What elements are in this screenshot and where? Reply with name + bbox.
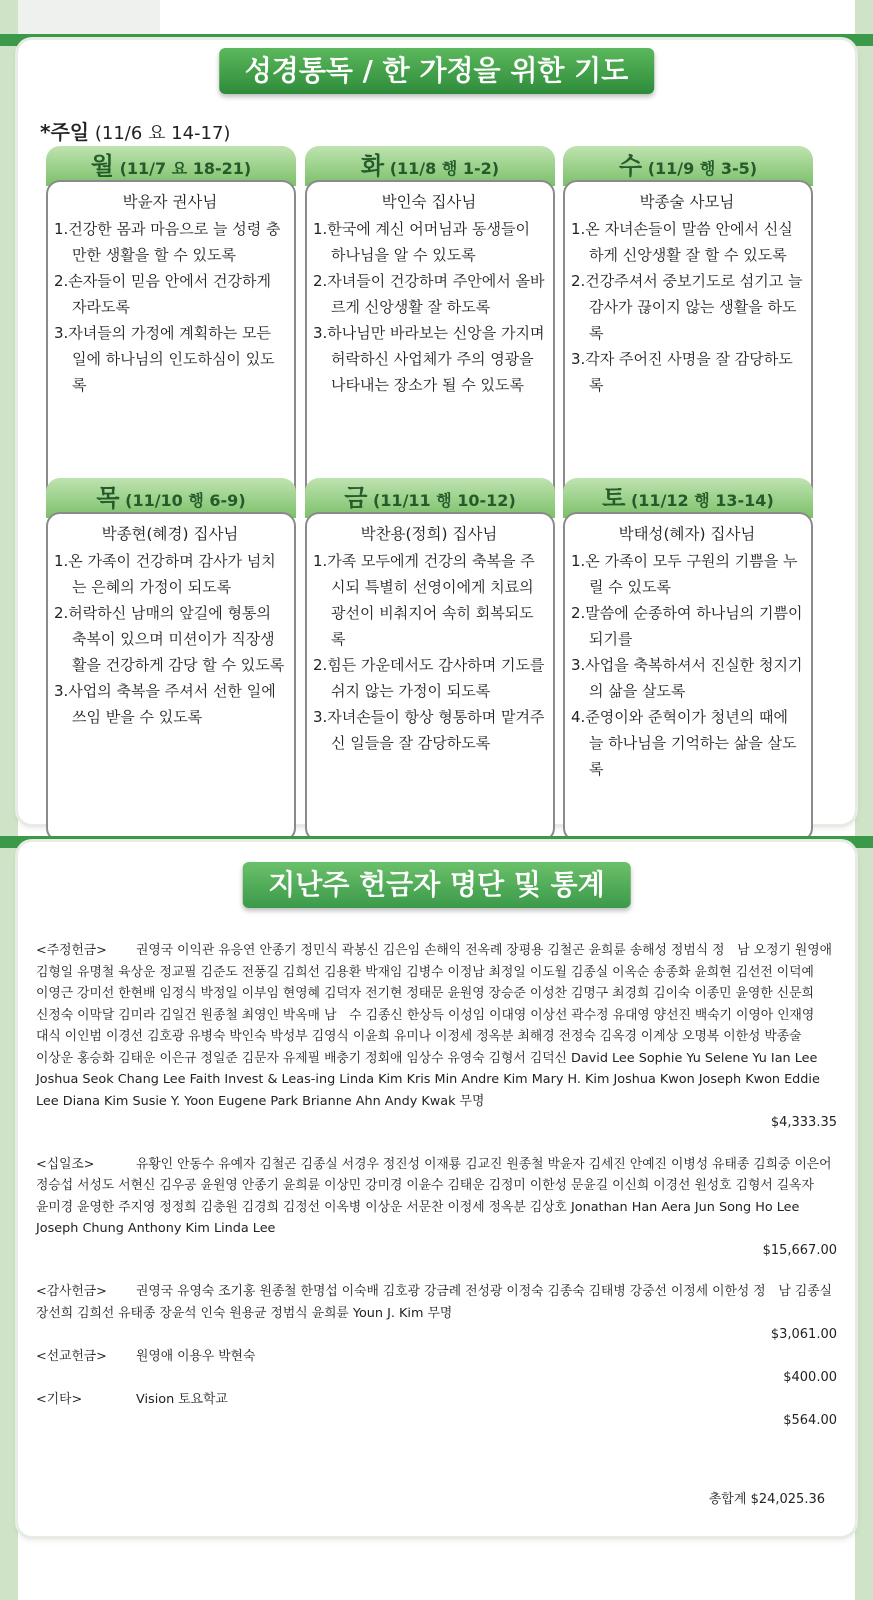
- day-range: (11/12 행 13-14): [630, 491, 774, 510]
- day-name: 목: [96, 484, 120, 512]
- offering-category-mission: [36, 1346, 837, 1389]
- day-card: [563, 146, 813, 506]
- prayer-item: 2.건강주셔서 중보기도로 섬기고 늘 감사가 끊이지 않는 생활을 하도록: [571, 272, 803, 342]
- prayer-person: 박찬용(정희) 집사님: [360, 525, 498, 543]
- category-amount: $564.00: [783, 1413, 837, 1428]
- category-names: 권영국 이익관 유응연 안종기 정민식 곽봉신 김은임 손해익 전옥례 장평용 김철곤 윤희륜 송해성 정범식 정 남 오정기 원영애 김형일 유명철 육상운 정교필 김준도 전풍길 김희선 김용환 박재임 김병수 이정남 최정일 이도월 김종실 이옥순 송종화 윤희현 김선전 이덕예 이영근 강미선 한현배 임정식 박정일 이부임 현영혜 김덕자 전기현 정태문 윤원영 장승준 이성찬 김명구 최경희 김이숙 이종민 윤영한 신문희 신정숙 이막달 김미라 김일건 원종철 최영인 박옥매 남 수 김종신 한상득 이성임 이대영 이상선 곽수정 유대영 양선진 백숙기 이영아 인재영 대식 이인범 이경선 김호광 유병숙 박인숙 박성부 김영식 이윤희 유미나 이정세 정옥분 최해경 전정숙 김옥경 이계상 오명복 이한성 박종술 이상운 홍승화 김태운 이은규 정일준 김문자 유제필 배충기 정회애 임상수 유영숙 김형서 김덕신 David Lee Sophie Yu Selene Yu Ian Lee Joshua Seok Chang Lee Faith Invest & Leas-ing Linda Kim Kris Min Andre Kim Mary H. Kim Joshua Kwon Joseph Kwon Eddie Lee Diana Kim Susie Y. Yoon Eugene Park Brianne Ahn Andy Kwak 무명: [36, 943, 832, 1109]
- day-range: (11/10 행 6-9): [125, 491, 246, 510]
- offering-category-other: [36, 1389, 837, 1432]
- grand-total-label: 총합계: [708, 1492, 747, 1507]
- grand-total-value: $24,025.36: [750, 1492, 825, 1507]
- day-card: [563, 478, 813, 842]
- day-card: [46, 478, 296, 842]
- category-names: 권영국 유영숙 조기홍 원종철 한명섭 이숙배 김호광 강금례 전성광 이정숙 김종숙 김태병 강중선 이정세 이한성 정 남 김종실 장선희 김희선 유태종 장윤석 인숙 원용균 정범식 윤희륜 Youn J. Kim 무명: [36, 1284, 832, 1321]
- day-range: (11/7 요 18-21): [119, 159, 252, 178]
- prayer-section-title: 성경통독 / 한 가정을 위한 기도: [219, 48, 655, 94]
- prayer-item: 1.온 가족이 모두 구원의 기쁨을 누릴 수 있도록: [571, 552, 798, 596]
- day-name: 월: [90, 152, 114, 180]
- prayer-person: 박태성(혜자) 집사님: [618, 525, 756, 543]
- sunday-label: *주일: [40, 120, 90, 144]
- prayer-item: 3.하나님만 바라보는 신앙을 가지며 허락하신 사업체가 주의 영광을 나타내는 장소가 될 수 있도록: [313, 324, 545, 394]
- prayer-item: 2.자녀들이 건강하며 주안에서 올바르게 신앙생활 잘 하도록: [313, 272, 545, 316]
- prayer-item: 3.사업을 축복하셔서 진실한 청지기의 삶을 살도록: [571, 656, 803, 700]
- day-card: [305, 146, 555, 506]
- offering-category-tithe: [36, 1154, 837, 1262]
- category-amount: $400.00: [783, 1370, 837, 1385]
- prayer-item: 3.각자 주어진 사명을 잘 감당하도록: [571, 350, 793, 394]
- day-name: 화: [360, 152, 385, 180]
- prayer-item: 4.준영이와 준혁이가 청년의 때에 늘 하나님을 기억하는 삶을 살도록: [571, 708, 797, 778]
- category-names: Vision 토요학교: [136, 1391, 228, 1407]
- prayer-list: [313, 548, 545, 756]
- prayer-item: 3.자녀손들이 항상 형통하며 맡겨주신 일들을 잘 감당하도록: [313, 708, 545, 752]
- top-band-grey: [0, 0, 160, 38]
- prayer-person: 박종현(혜경) 집사님: [101, 525, 239, 543]
- prayer-item: 1.한국에 계신 어머님과 동생들이 하나님을 알 수 있도록: [313, 220, 530, 264]
- prayer-item: 1.온 자녀손들이 말씀 안에서 신실하게 신앙생활 잘 할 수 있도록: [571, 220, 793, 264]
- prayer-list: [571, 548, 803, 782]
- prayer-list: [571, 216, 803, 398]
- top-band: [0, 0, 873, 38]
- day-name: 토: [602, 484, 626, 512]
- prayer-person: 박종술 사모님: [639, 193, 735, 211]
- prayer-item: 1.온 가족이 건강하며 감사가 넘치는 은혜의 가정이 되도록: [54, 552, 276, 596]
- prayer-person: 박인숙 집사님: [381, 193, 477, 211]
- category-amount: $15,667.00: [762, 1242, 837, 1258]
- offering-category-thanks: [36, 1281, 837, 1346]
- prayer-list: [54, 216, 286, 398]
- prayer-list: [54, 548, 286, 730]
- prayer-item: 3.사업의 축복을 주셔서 선한 일에 쓰임 받을 수 있도록: [54, 682, 276, 726]
- day-body: [563, 180, 813, 506]
- day-body: [305, 512, 555, 842]
- prayer-list: [313, 216, 545, 398]
- prayer-item: 1.건강한 몸과 마음으로 늘 성령 충만한 생활을 할 수 있도록: [54, 220, 281, 264]
- day-name: 금: [344, 484, 368, 512]
- prayer-item: 2.말씀에 순종하여 하나님의 기쁨이 되기를: [571, 604, 803, 648]
- day-body: [46, 512, 296, 842]
- category-amount: $3,061.00: [770, 1327, 837, 1342]
- category-amount: $4,333.35: [770, 1115, 837, 1130]
- category-label: <선교헌금>: [36, 1348, 107, 1364]
- prayer-person: 박윤자 권사님: [122, 193, 218, 211]
- sunday-reading: [40, 116, 230, 145]
- offering-category-main: [36, 940, 837, 1134]
- prayer-item: 2.힘든 가운데서도 감사하며 기도를 쉬지 않는 가정이 되도록: [313, 656, 545, 700]
- prayer-item: 3.자녀들의 가정에 계획하는 모든 일에 하나님의 인도하심이 있도록: [54, 324, 275, 394]
- prayer-item: 2.손자들이 믿음 안에서 건강하게 자라도록: [54, 272, 271, 316]
- category-names: 원영애 이용우 박현숙: [136, 1348, 256, 1364]
- day-body: [46, 180, 296, 506]
- day-range: (11/9 행 3-5): [647, 159, 758, 178]
- left-margin-stripe: [0, 0, 18, 1600]
- prayer-item: 1.가족 모두에게 건강의 축복을 주시되 특별히 선영이에게 치료의 광선이 비춰지어 속히 회복되도록: [313, 552, 535, 648]
- day-body: [563, 512, 813, 842]
- day-card: [46, 146, 296, 506]
- category-label: <감사헌금>: [36, 1284, 107, 1299]
- offering-section-title: 지난주 헌금자 명단 및 통계: [242, 862, 631, 908]
- category-names: 유황인 안동수 유예자 김철곤 김종실 서경우 정진성 이재룡 김교진 원종철 박윤자 김세진 안예진 이병성 유태종 김희중 이은어 정승섭 서성도 서현신 김우공 윤원영 안종기 윤희륜 이상민 강미경 이윤수 김태운 김정미 이한성 문윤길 이신희 이경선 원성호 김형서 길옥자 윤미경 윤영한 주지영 정정희 김충원 김경희 김정선 이옥병 이상운 서문찬 이정세 정옥분 김상호 Jonathan Han Aera Jun Song Ho Lee Joseph Chung Anthony Kim Linda Lee: [36, 1156, 832, 1236]
- offering-list: [36, 940, 837, 1432]
- right-margin-stripe: [855, 0, 873, 1600]
- category-label: <십일조>: [36, 1156, 95, 1172]
- sunday-range: (11/6 요 14-17): [94, 123, 231, 144]
- category-label: <주정헌금>: [36, 943, 107, 958]
- day-range: (11/8 행 1-2): [389, 159, 500, 178]
- day-name: 수: [618, 152, 643, 180]
- prayer-item: 2.허락하신 남매의 앞길에 형통의 축복이 있으며 미션이가 직장생활을 건강하게 감당 할 수 있도록: [54, 604, 285, 674]
- day-range: (11/11 행 10-12): [372, 491, 516, 510]
- day-card: [305, 478, 555, 842]
- grand-total: [709, 1488, 825, 1507]
- day-body: [305, 180, 555, 506]
- category-label: <기타>: [36, 1391, 83, 1407]
